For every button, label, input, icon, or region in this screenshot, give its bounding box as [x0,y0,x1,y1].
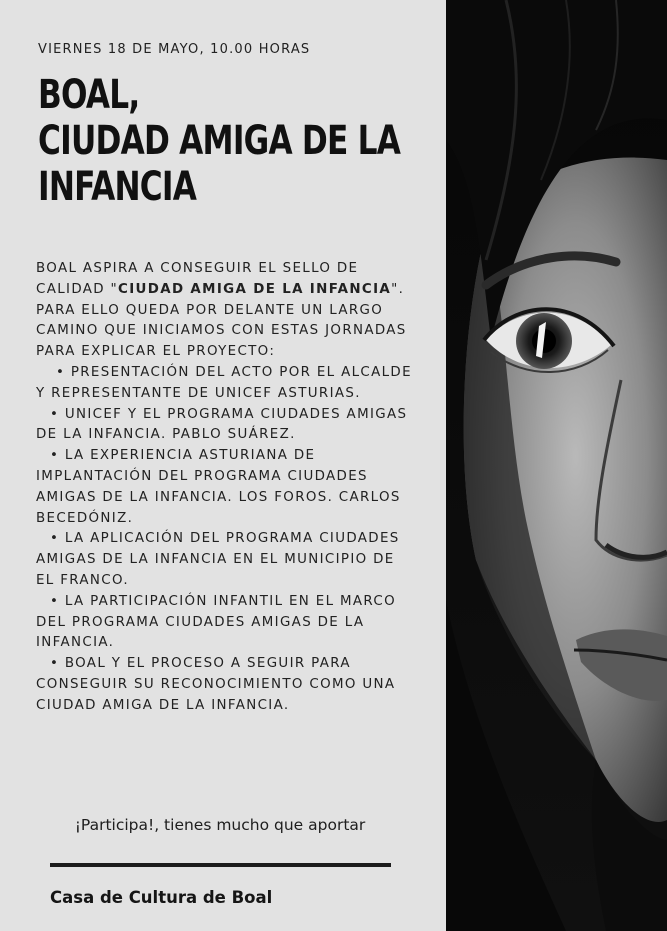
intro-bold-text: CIUDAD AMIGA DE LA INFANCIA [118,281,392,297]
lead-paragraph: PARA ELLO QUEDA POR DELANTE UN LARGO CAMINO QUE INICIAMOS CON ESTAS JORNADAS PARA EXPLICAR EL PROYECTO: [36,302,407,360]
intro-paragraph [36,259,416,301]
half-face-illustration [446,0,667,931]
event-title [38,72,401,210]
bullet-item: • UNICEF Y EL PROGRAMA CIUDADES AMIGAS DE LA INFANCIA. PABLO SUÁREZ. [36,406,408,443]
intro-text-end: ". [391,281,405,297]
venue-name: Casa de Cultura de Boal [50,888,273,907]
bullet-item: • PRESENTACIÓN DEL ACTO POR EL ALCALDE Y REPRESENTANTE DE UNICEF ASTURIAS. [36,364,412,401]
call-to-action: ¡Participa!, tienes mucho que aportar [74,816,366,834]
bullet-item: • LA PARTICIPACIÓN INFANTIL EN EL MARCO DEL PROGRAMA CIUDADES AMIGAS DE LA INFANCIA. [36,593,396,651]
title-line-2: CIUDAD AMIGA DE LA [38,118,401,164]
event-description [36,259,416,717]
bullet-item: • LA EXPERIENCIA ASTURIANA DE IMPLANTACIÓN DEL PROGRAMA CIUDADES AMIGAS DE LA INFANCIA. LOS FOROS. CARLOS BECEDÓNIZ. [36,448,401,526]
intro-text: BOAL ASPIRA A CONSEGUIR EL SELLO DE CALIDAD " [36,261,359,297]
title-line-3: INFANCIA [38,164,197,210]
title-line-1: BOAL, [38,72,140,118]
divider [50,863,391,867]
event-date: VIERNES 18 DE MAYO, 10.00 HORAS [38,42,311,57]
bullet-item: • LA APLICACIÓN DEL PROGRAMA CIUDADES AMIGAS DE LA INFANCIA EN EL MUNICIPIO DE EL FRANCO. [36,531,400,588]
portrait-photo [446,0,667,931]
bullet-item: • BOAL Y EL PROCESO A SEGUIR PARA CONSEGUIR SU RECONOCIMIENTO COMO UNA CIUDAD AMIGA DE LA INFANCIA. [36,656,396,713]
